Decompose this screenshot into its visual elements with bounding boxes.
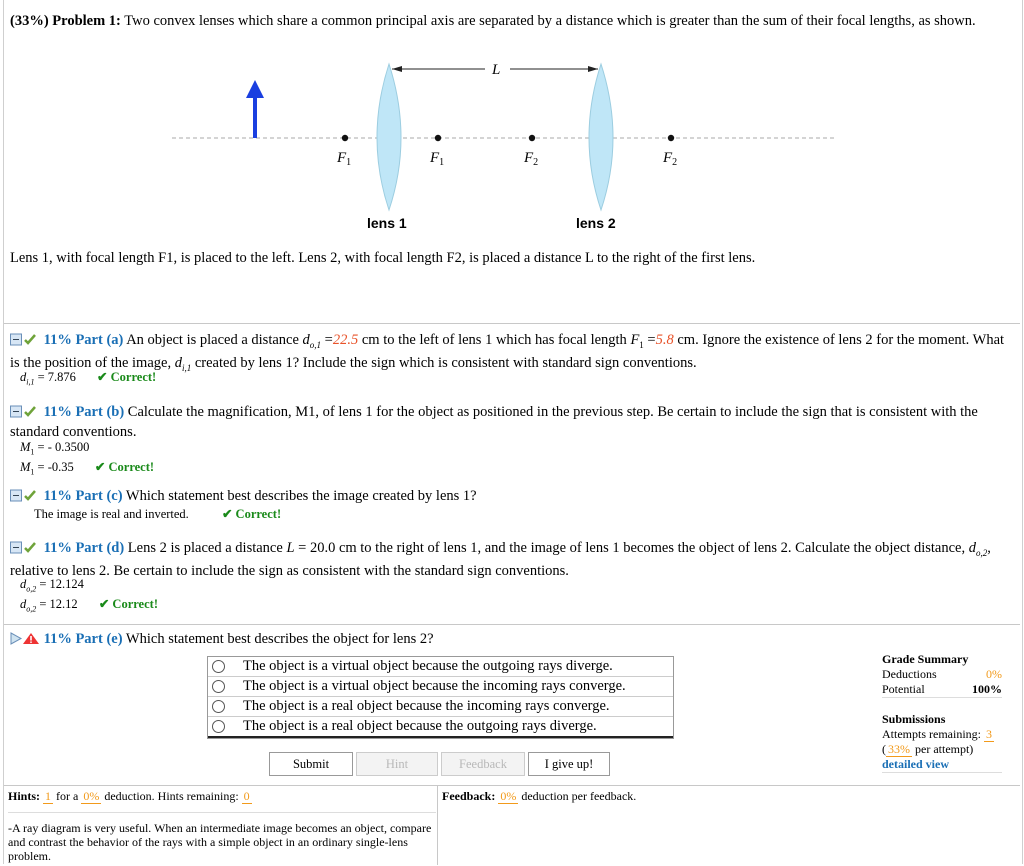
focal-label-4: $F_2$	[663, 150, 678, 168]
divider	[8, 812, 436, 813]
give-up-button[interactable]: I give up!	[528, 752, 610, 776]
part-a-text-2: cm to the left of lens 1 which has focal length	[361, 332, 627, 348]
detailed-view-link[interactable]: detailed view	[882, 757, 949, 771]
part-b-title: 11% Part (b)	[43, 404, 125, 420]
part-a-do1-value: 22.5	[332, 332, 359, 348]
option-row[interactable]	[208, 677, 673, 697]
focal-label-3: $F_2$	[524, 150, 539, 168]
divider	[437, 785, 438, 865]
part-d-answers: $d_{o,2} = 12.124$ $d_{o,2} = 12.12$ ✔ Correct!	[20, 577, 158, 613]
hints-bar	[8, 789, 252, 804]
part-d-icons[interactable]	[10, 541, 40, 559]
focal-point-1-left	[342, 135, 348, 141]
part-c	[10, 487, 1010, 507]
part-e-title: 11% Part (e)	[43, 631, 123, 647]
focal-label-2: $F_1$	[430, 150, 445, 168]
part-d-answer-2: = 12.12	[39, 596, 78, 611]
part-d-text-2: = 20.0 cm to the right of lens 1, and the image of lens 1 becomes the object of lens 2. Calculate the object distance,	[298, 540, 966, 556]
part-a: 11% Part (a) An object is placed a distance $d_{o,1} =22.5$ cm to the left of lens 1 which has focal length $F_1 =5.8$ cm. Ignore the existence of lens 2 for the moment. What is the position of the image, $d_{i,1}$ created by lens 1? Include the sign which is consistent with standard sign conventions.	[10, 332, 1005, 373]
part-b-status: ✔ Correct!	[94, 459, 155, 474]
option-label: The object is a virtual object because the outgoing rays diverge.	[243, 658, 613, 674]
feedback-value: 0%	[500, 789, 517, 803]
part-c-icons[interactable]	[10, 489, 40, 507]
part-c-status: ✔ Correct!	[221, 507, 282, 521]
part-b-text: Calculate the magnification, M1, of lens 1 for the object as positioned in the previous step. Be certain to include the sign that is consistent with the standard conventions.	[10, 404, 978, 440]
grade-summary-title: Grade Summary	[882, 652, 969, 666]
submit-button[interactable]: Submit	[269, 752, 353, 776]
hint-button[interactable]: Hint	[356, 752, 438, 776]
submissions-summary: Submissions Attempts remaining: 3 ( 33% per attempt) detailed view	[882, 712, 1002, 773]
attempts-label: Attempts remaining:	[882, 727, 981, 741]
feedback-button[interactable]: Feedback	[441, 752, 525, 776]
distance-arrow-left	[392, 66, 402, 72]
submissions-title: Submissions	[882, 712, 946, 726]
object-arrow-head	[246, 80, 264, 98]
part-a-text-1: An object is placed a distance	[126, 332, 299, 348]
radio-button[interactable]	[212, 720, 225, 733]
lens-2-label: lens 2	[576, 215, 616, 231]
problem-number: (33%) Problem 1:	[10, 13, 121, 29]
hints-remaining: 0	[243, 789, 250, 803]
deductions-label: Deductions	[882, 667, 937, 681]
part-b-answer-2: = -0.35	[37, 459, 74, 474]
separator	[4, 624, 1020, 625]
part-a-status: ✔ Correct!	[97, 370, 157, 384]
part-d-title: 11% Part (d)	[43, 540, 125, 556]
lens-diagram	[0, 0, 1024, 250]
part-a-text-4: created by lens 1? Include the sign which is consistent with standard sign conventions.	[194, 354, 697, 371]
part-a-f1-value: 5.8	[655, 332, 674, 348]
part-c-title: 11% Part (c)	[43, 488, 123, 504]
lens-1-label: lens 1	[367, 215, 407, 231]
deductions-value: 0%	[986, 667, 1002, 681]
part-e-text: Which statement best describes the object for lens 2?	[125, 631, 434, 647]
part-a-answer-value: = 7.876	[37, 370, 76, 384]
per-attempt-value: 33%	[888, 742, 910, 756]
part-c-answer	[34, 507, 281, 522]
part-a-text-3: cm. Ignore the existence of lens 2 for the moment. What is the position of the image,	[10, 332, 1005, 371]
hints-deduction-text: deduction. Hints remaining:	[104, 789, 239, 803]
part-a-answer: $d_{i,1} = 7.876$ ✔ Correct!	[20, 370, 157, 387]
option-row[interactable]	[208, 717, 673, 738]
part-d-status: ✔ Correct!	[98, 596, 158, 611]
feedback-label: Feedback:	[442, 789, 496, 803]
option-label: The object is a real object because the outgoing rays diverge.	[243, 718, 597, 734]
potential-label: Potential	[882, 682, 925, 696]
problem-statement: Two convex lenses which share a common principal axis are separated by a distance which is greater than the sum of their focal lengths, as shown.	[124, 13, 976, 29]
part-e	[10, 630, 1010, 650]
lens-2	[589, 64, 613, 210]
attempts-value: 3	[985, 727, 992, 741]
part-a-icons[interactable]	[10, 333, 40, 351]
answer-options	[207, 656, 674, 739]
option-label: The object is a real object because the incoming rays converge.	[243, 698, 610, 714]
part-d-text-1: Lens 2 is placed a distance	[127, 540, 283, 556]
part-d-text-3: , relative to lens 2. Be certain to include the sign as consistent with the standard sign conventions.	[10, 540, 991, 579]
part-a-title: 11% Part (a)	[43, 332, 124, 348]
part-c-answer-value: The image is real and inverted.	[34, 507, 189, 521]
part-b-answer-1: = - 0.3500	[37, 440, 90, 454]
hints-label: Hints:	[8, 789, 41, 803]
hints-deduction: 0%	[83, 789, 100, 803]
distance-arrow-right	[588, 66, 598, 72]
part-b	[10, 403, 1010, 441]
feedback-text: deduction per feedback.	[521, 789, 637, 803]
option-row[interactable]	[208, 657, 673, 677]
per-attempt-text: per attempt)	[915, 742, 974, 756]
hints-count: 1	[45, 789, 52, 803]
focal-label-1: $F_1$	[337, 150, 352, 168]
hints-for-a: for a	[56, 789, 79, 803]
part-b-icons[interactable]	[10, 405, 40, 423]
distance-label: L	[492, 62, 501, 78]
part-d: 11% Part (d) Lens 2 is placed a distance L = 20.0 cm to the right of lens 1, and the image of lens 1 becomes the object of lens 2. Calculate the object distance, $d_{o,2}$, relative to lens 2. Be certain to include the sign as consistent with the standard sign conventions.	[10, 540, 991, 579]
var-do1: $d_{o,1}$	[302, 332, 322, 350]
focal-point-2-right	[668, 135, 674, 141]
radio-button[interactable]	[212, 660, 225, 673]
option-row[interactable]	[208, 697, 673, 717]
lens-1	[377, 64, 401, 210]
lens-description: Lens 1, with focal length F1, is placed to the left. Lens 2, with focal length F2, is placed a distance L to the right of the first lens.	[10, 250, 756, 266]
part-c-text: Which statement best describes the image created by lens 1?	[125, 488, 477, 504]
radio-button[interactable]	[212, 680, 225, 693]
hint-text: -A ray diagram is very useful. When an intermediate image becomes an object, compare and contrast the behavior of the rays with a simple object in an ordinary single-lens problem.	[8, 821, 432, 863]
grade-summary	[882, 652, 1002, 698]
separator	[4, 323, 1020, 324]
part-e-icons[interactable]	[10, 632, 40, 650]
part-b-answers: $M_1$ = - 0.3500 $M_1 = -0.35$ ✔ Correct!	[20, 440, 155, 476]
option-label: The object is a virtual object because the incoming rays converge.	[243, 678, 626, 694]
part-d-answer-1: = 12.124	[39, 577, 84, 591]
focal-point-2-left	[529, 135, 535, 141]
feedback-bar	[442, 789, 636, 804]
separator	[4, 785, 1020, 786]
radio-button[interactable]	[212, 700, 225, 713]
focal-point-1-right	[435, 135, 441, 141]
potential-value: 100%	[972, 682, 1002, 696]
